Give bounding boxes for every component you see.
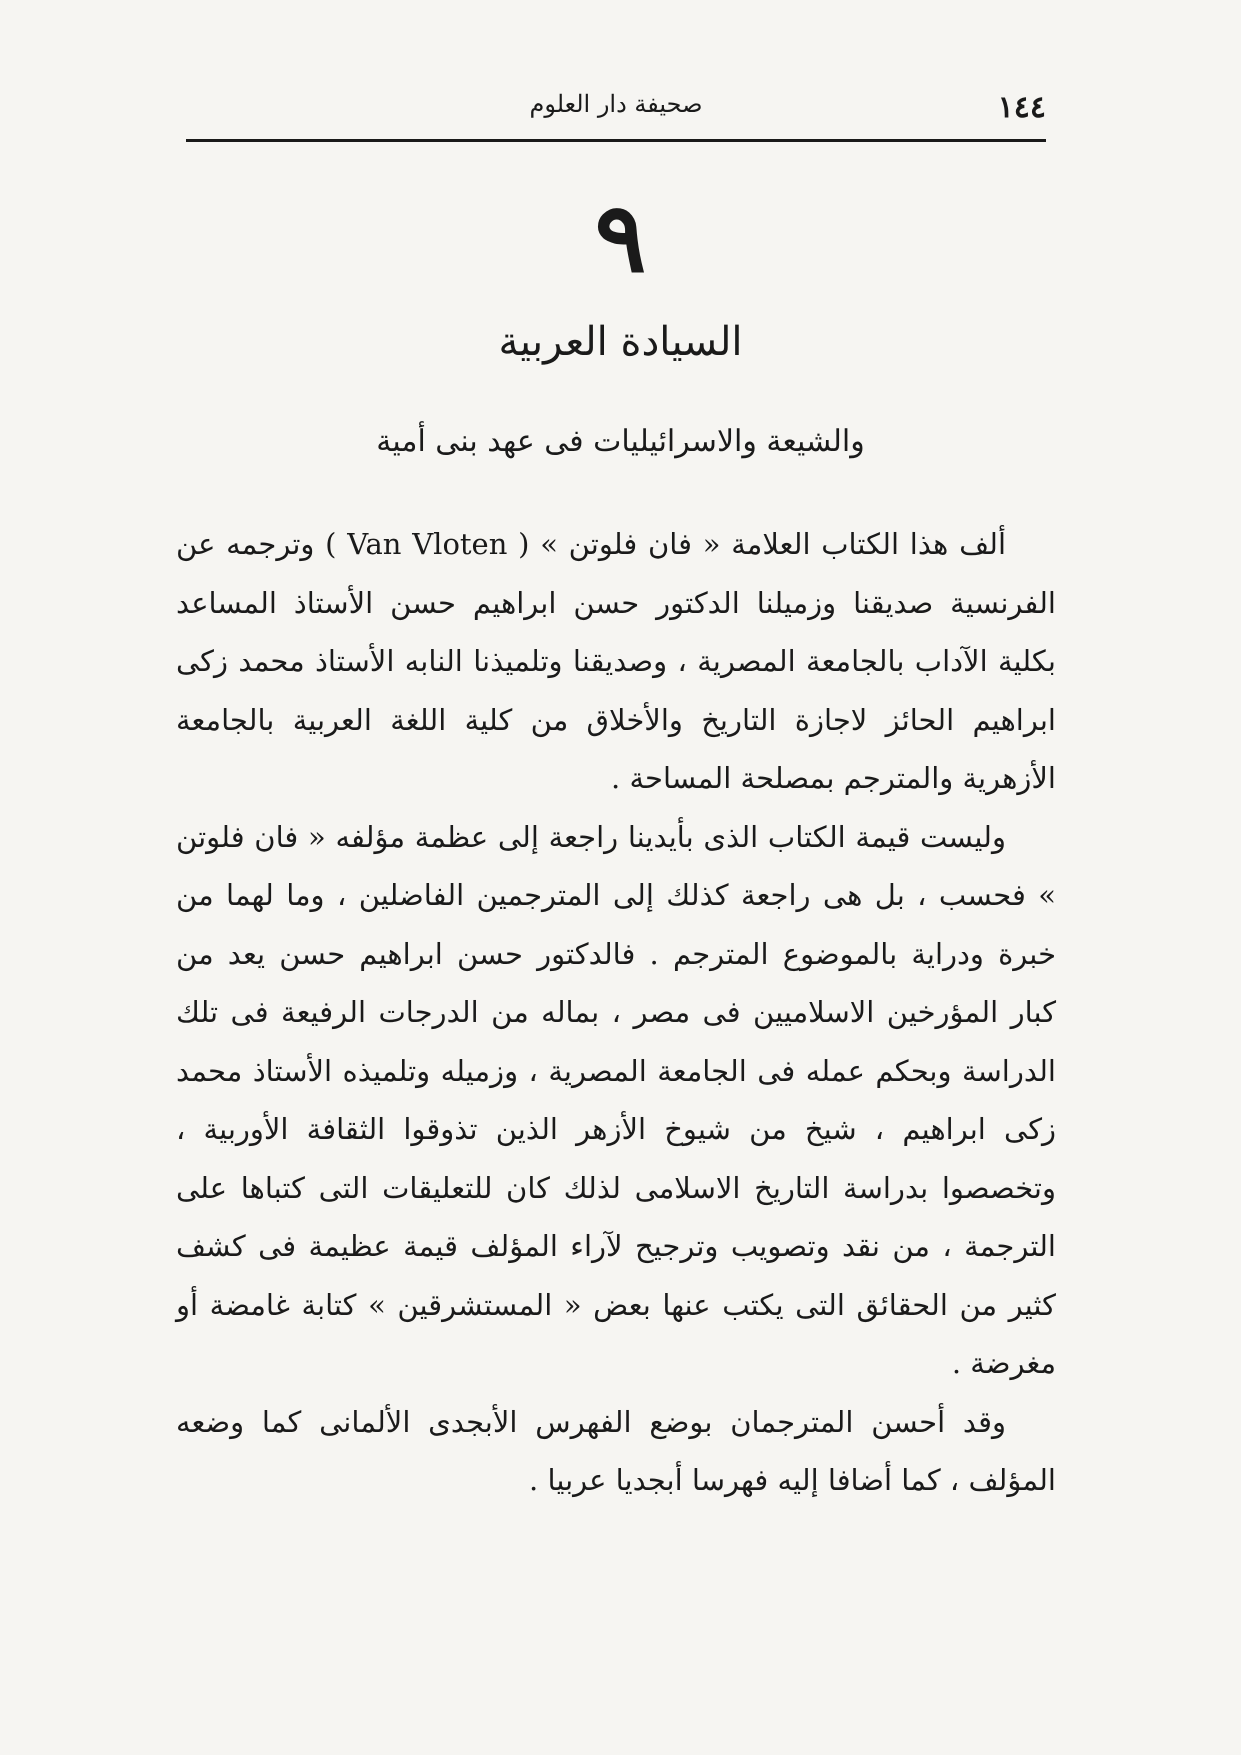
article-subtitle: والشيعة والاسرائيليات فى عهد بنى أمية [376, 424, 865, 459]
paragraph-3: وقد أحسن المترجمان بوضع الفهرس الأبجدى الألمانى كما وضعه المؤلف ، كما أضافا إليه فهرسا أبجديا عربيا . [176, 1404, 1056, 1497]
running-header [186, 86, 1046, 136]
paragraph-1: ألف هذا الكتاب العلامة « فان فلوتن » ( Van Vloten ) وترجمه عن الفرنسية صديقنا وزميلنا الدكتور حسن ابراهيم حسن الأستاذ المساعد بكلية الآداب بالجامعة المصرية ، وصديقنا وتلميذنا النابه الأستاذ محمد زكى ابراهيم الحائز لاجازة التاريخ والأخلاق من كلية اللغة العربية بالجامعة الأزهرية والمترجم بمصلحة المساحة . [176, 527, 1056, 795]
journal-title: صحيفة دار العلوم [529, 90, 703, 118]
article-body [176, 515, 1056, 1510]
paragraph-2: وليست قيمة الكتاب الذى بأيدينا راجعة إلى عظمة مؤلفه « فان فلوتن » فحسب ، بل هى راجعة كذلك إلى المترجمين الفاضلين ، وما لهما من خبرة ودراية بالموضوع المترجم . فالدكتور حسن ابراهيم حسن يعد من كبار المؤرخين الاسلاميين فى مصر ، بماله من الدرجات الرفيعة فى تلك الدراسة وبحكم عمله فى الجامعة المصرية ، وزميله وتلميذه الأستاذ محمد زكى ابراهيم ، شيخ من شيوخ الأزهر الذين تذوقوا الثقافة الأوربية ، وتخصصوا بدراسة التاريخ الاسلامى لذلك كان للتعليقات التى كتباها على الترجمة ، من نقد وتصويب وترجيح لآراء المؤلف قيمة عظيمة فى كشف كثير من الحقائق التى يكتب عنها بعض « المستشرقين » كتابة غامضة أو مغرضة . [176, 819, 1056, 1380]
article-title: السيادة العربية [498, 319, 743, 365]
page-number: ١٤٤ [997, 90, 1046, 125]
article-number: ٩ [594, 181, 647, 294]
header-rule [186, 139, 1046, 142]
